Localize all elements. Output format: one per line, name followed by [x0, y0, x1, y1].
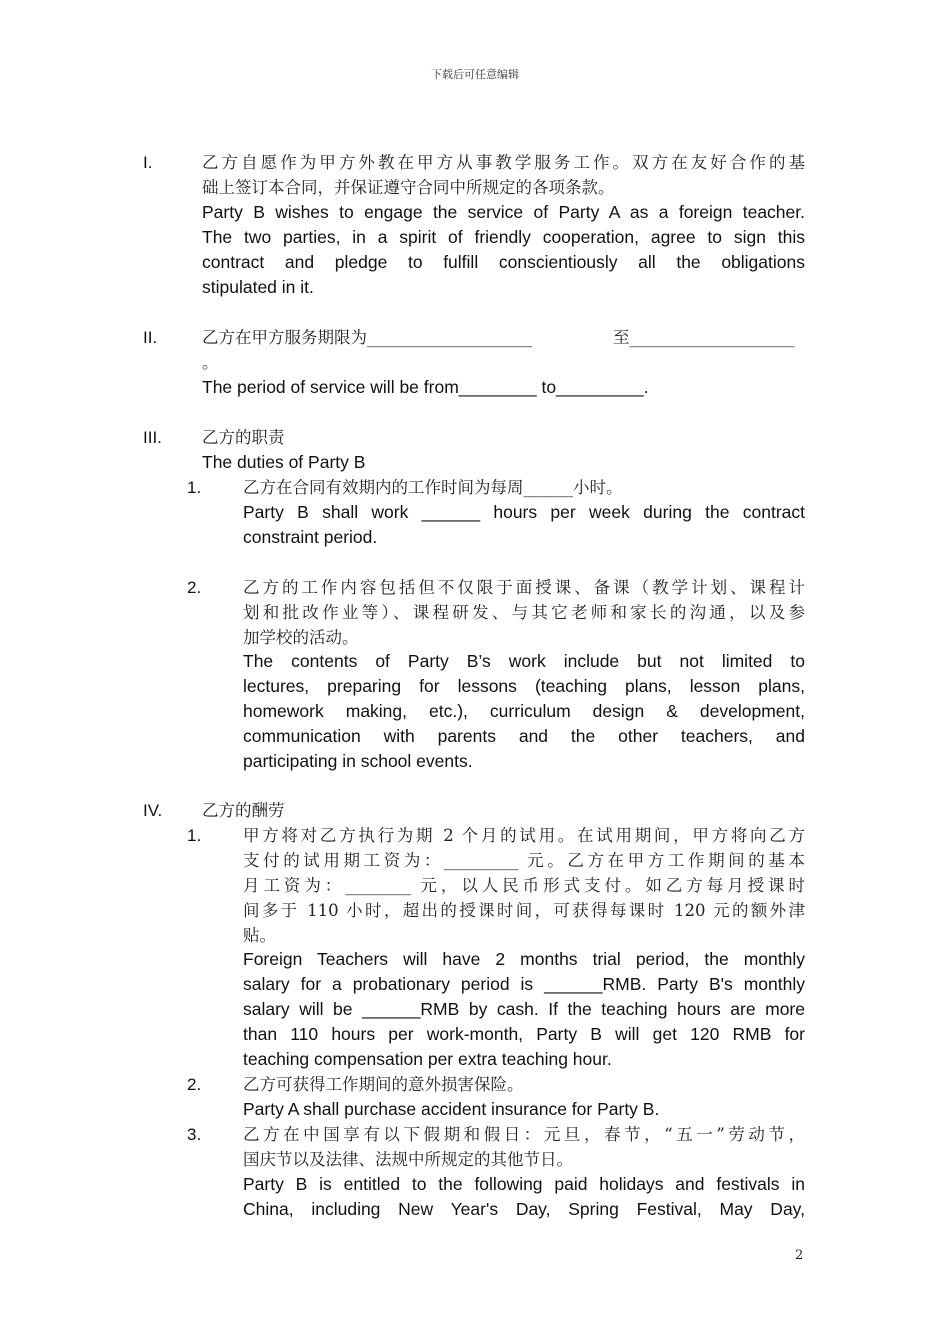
section-1-cn-line-2: 础上签订本合同，并保证遵守合同中所规定的各项条款。 — [202, 178, 615, 197]
section-3-marker: III. — [143, 428, 162, 447]
section-4-item-3-en-line-2: China, including New Year's Day, Spring Festival, May Day, — [243, 1199, 805, 1219]
section-4-item-1-cn-line-5: 贴。 — [243, 926, 276, 945]
section-2-cn-line-1a: 乙方在甲方服务期限为____________________ — [202, 328, 532, 347]
section-3-item-2-cn-line-1: 乙方的工作内容包括但不仅限于面授课、备课（教学计划、课程计 — [243, 578, 805, 597]
section-4-item-3-marker: 3. — [187, 1125, 202, 1144]
section-1-en-line-2: The two parties, in a spirit of friendly cooperation, agree to sign this — [202, 227, 805, 247]
section-2-cn-line-1b: 至____________________ — [613, 328, 795, 347]
section-4-marker: IV. — [143, 801, 163, 820]
section-3-title-en: The duties of Party B — [202, 452, 366, 472]
section-4-item-1-en-line-1: Foreign Teachers will have 2 months trial period, the monthly — [243, 949, 805, 969]
section-3-item-2-en-line-4: communication with parents and the other teachers, and — [243, 726, 805, 746]
page-number: 2 — [795, 1248, 804, 1263]
section-4-item-1-en-line-5: teaching compensation per extra teaching hour. — [243, 1049, 612, 1069]
section-3-item-1-en-line-1: Party B shall work ______ hours per week during the contract — [243, 502, 805, 522]
section-4-item-2-marker: 2. — [187, 1075, 202, 1094]
section-2-marker: II. — [143, 328, 158, 347]
section-4-item-1-en-line-2: salary for a probationary period is ______RMB. Party B's monthly — [243, 974, 805, 994]
section-3-item-2-cn-line-3: 加学校的活动。 — [243, 628, 359, 647]
section-3-title-cn: 乙方的职责 — [202, 428, 285, 447]
section-3-item-1-en-line-2: constraint period. — [243, 527, 378, 547]
section-2-cn-line-2: 。 — [202, 353, 219, 372]
section-4-item-3-en-line-1: Party B is entitled to the following paid holidays and festivals in — [243, 1174, 805, 1194]
section-3-item-2-cn-line-2: 划和批改作业等）、课程研发、与其它老师和家长的沟通，以及参 — [243, 603, 805, 622]
section-4-item-1-cn-line-4: 间多于 110 小时，超出的授课时间，可获得每课时 120 元的额外津 — [243, 901, 805, 920]
section-2-en-line-1: The period of service will be from________ to_________. — [202, 377, 649, 397]
section-3-item-2-en-line-1: The contents of Party B’s work include but not limited to — [243, 651, 805, 671]
section-4-item-3-cn-line-1: 乙方在中国享有以下假期和假日：元旦，春节，“五一”劳动节， — [243, 1125, 805, 1144]
section-4-item-1-cn-line-2: 支付的试用期工资为：_________ 元。乙方在甲方工作期间的基本 — [243, 851, 805, 870]
page-header: 下载后可任意编辑 — [431, 68, 519, 81]
section-3-item-1-cn-line-1: 乙方在合同有效期内的工作时间为每周______小时。 — [243, 478, 623, 497]
section-3-item-2-en-line-2: lectures, preparing for lessons (teaching plans, lesson plans, — [243, 676, 805, 696]
section-3-item-2-en-line-3: homework making, etc.), curriculum design & development, — [243, 701, 805, 721]
section-1-en-line-4: stipulated in it. — [202, 277, 314, 297]
section-4-item-1-en-line-3: salary will be ______RMB by cash. If the teaching hours are more — [243, 999, 805, 1019]
section-3-item-2-en-line-5: participating in school events. — [243, 751, 473, 771]
section-4-item-1-marker: 1. — [187, 826, 202, 845]
section-4-item-1-cn-line-1: 甲方将对乙方执行为期 2 个月的试用。在试用期间，甲方将向乙方 — [243, 826, 805, 845]
section-4-item-3-cn-line-2: 国庆节以及法律、法规中所规定的其他节日。 — [243, 1150, 573, 1169]
section-4-item-2-cn-line-1: 乙方可获得工作期间的意外损害保险。 — [243, 1075, 524, 1094]
section-3-item-2-marker: 2. — [187, 578, 202, 597]
section-1-en-line-1: Party B wishes to engage the service of Party A as a foreign teacher. — [202, 202, 805, 222]
section-1-cn-line-1: 乙方自愿作为甲方外教在甲方从事教学服务工作。双方在友好合作的基 — [202, 153, 805, 172]
section-3-item-1-marker: 1. — [187, 478, 202, 497]
section-1-marker: I. — [143, 153, 153, 172]
section-4-item-1-en-line-4: than 110 hours per work-month, Party B will get 120 RMB for — [243, 1024, 805, 1044]
section-4-title-cn: 乙方的酬劳 — [202, 801, 285, 820]
section-4-item-2-en-line-1: Party A shall purchase accident insurance for Party B. — [243, 1099, 660, 1119]
section-4-item-1-cn-line-3: 月工资为：________ 元，以人民币形式支付。如乙方每月授课时 — [243, 876, 805, 895]
section-1-en-line-3: contract and pledge to fulfill conscientiously all the obligations — [202, 252, 805, 272]
